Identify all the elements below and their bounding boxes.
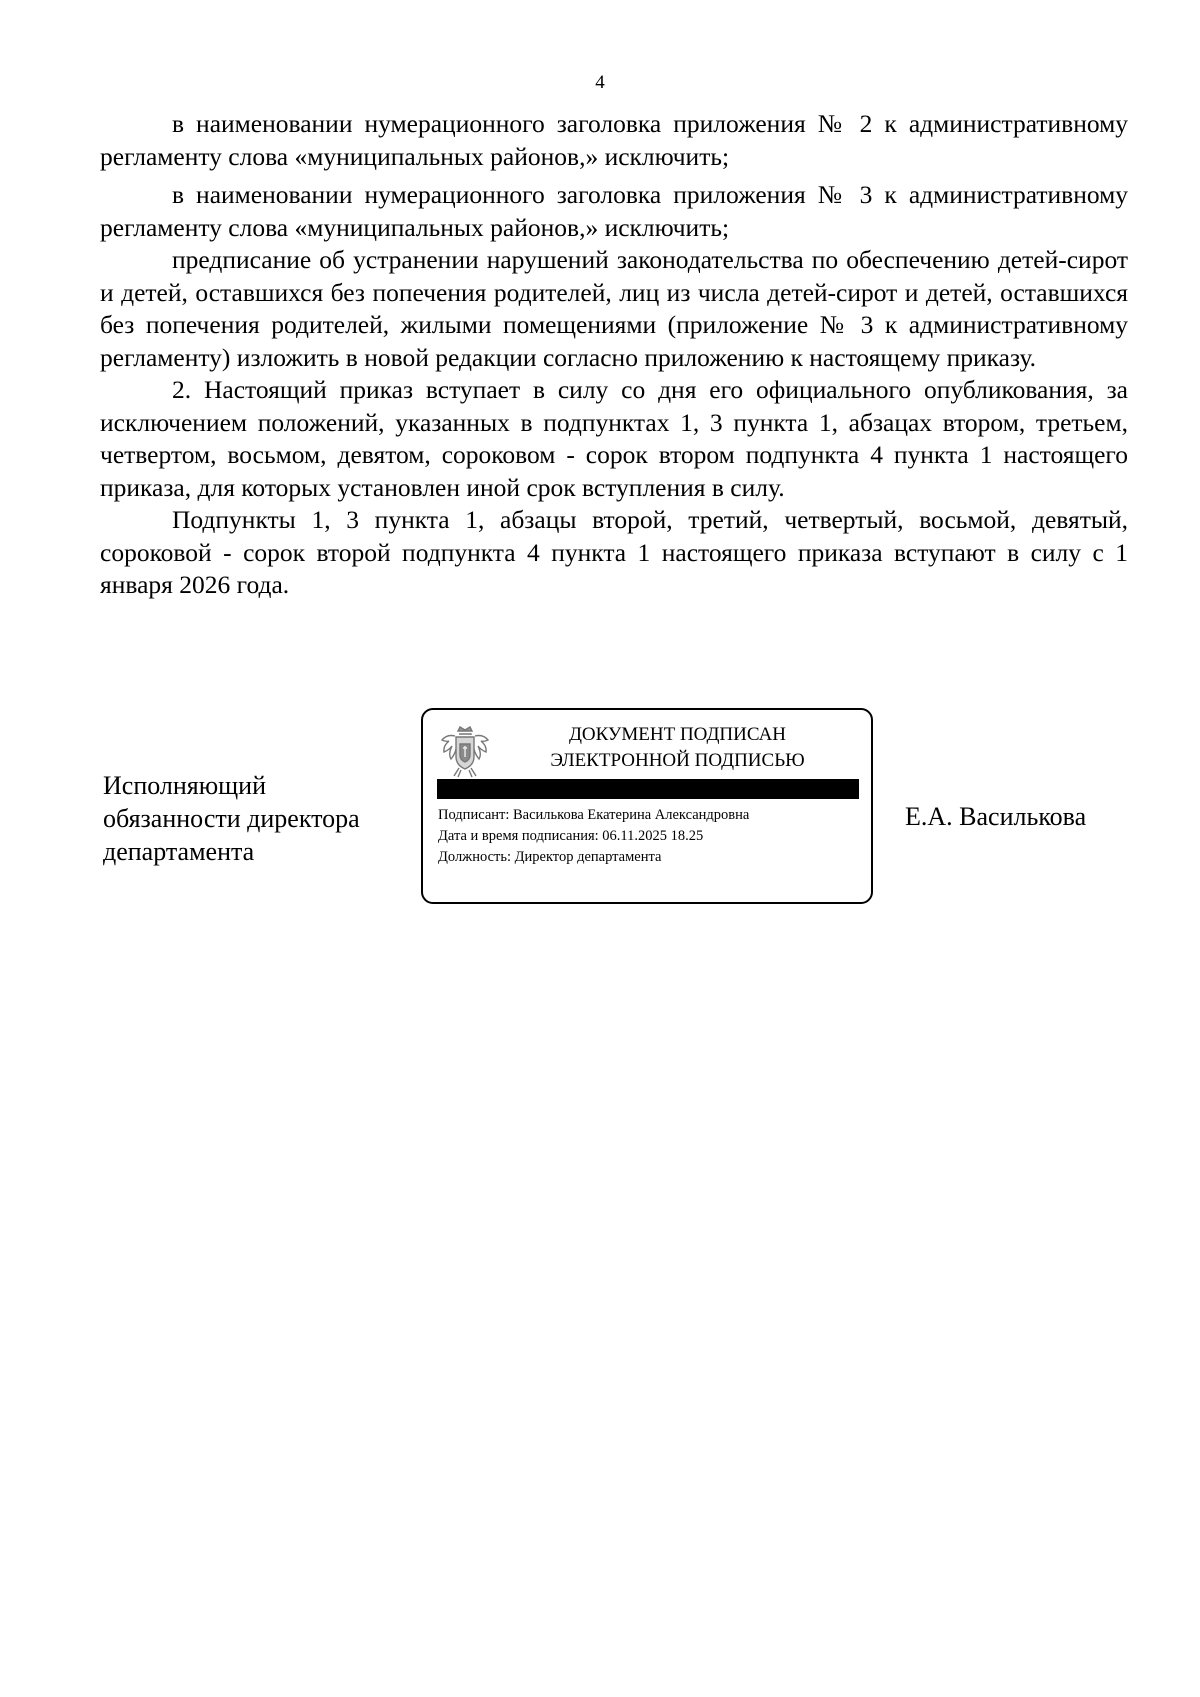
- certificate-redaction-bar: [437, 779, 859, 799]
- stamp-datetime: Дата и время подписания: 06.11.2025 18.25: [438, 828, 704, 844]
- paragraph-effective-date: 2. Настоящий приказ вступает в силу со дня его официального опубликования, за исключением положений, указанных в подпунктах 1, 3 пункта 1, абзацах втором, третьем, четвертом, восьмом, девятом, сороковом - сорок втором подпункта 4 пункта 1 настоящего приказа, для которых установлен иной срок вступления в силу.: [100, 375, 1128, 502]
- stamp-heading-line: ЭЛЕКТРОННОЙ ПОДПИСЬЮ: [550, 750, 805, 771]
- signer-position: [103, 769, 403, 868]
- stamp-position: Должность: Директор департамента: [438, 849, 662, 865]
- paragraph-order-form: предписание об устранении нарушений законодательства по обеспечению детей-сирот и детей, оставшихся без попечения родителей, лиц из числа детей-сирот и детей, оставшихся без попечения родителей, жилыми помещениями (приложение № 3 к административному регламенту) изложить в новой редакции согласно приложению к настоящему приказу.: [100, 245, 1128, 372]
- paragraph-appendix-3: в наименовании нумерационного заголовка приложения № 3 к административному регламенту слова «муниципальных районов,» исключить;: [100, 180, 1128, 242]
- paragraph-appendix-2: в наименовании нумерационного заголовка приложения № 2 к административному регламенту слова «муниципальных районов,» исключить;: [100, 109, 1128, 171]
- paragraph-exceptions: Подпункты 1, 3 пункта 1, абзацы второй, третий, четвертый, восьмой, девятый, сороковой - сорок второй подпункта 4 пункта 1 настоящего приказа вступают в силу с 1 января 2026 года.: [100, 505, 1128, 599]
- stamp-heading-line: ДОКУМЕНТ ПОДПИСАН: [568, 724, 787, 745]
- signer-position-line: Исполняющий: [103, 771, 267, 800]
- page-number: 4: [595, 72, 605, 93]
- stamp-details: [438, 805, 858, 868]
- stamp-heading: [505, 722, 850, 774]
- electronic-signature-stamp: [421, 708, 873, 904]
- signer-position-line: обязанности директора: [103, 804, 360, 833]
- signer-name: Е.А. Василькова: [905, 802, 1087, 831]
- document-body: [100, 108, 1128, 602]
- signer-position-line: департамента: [103, 837, 255, 866]
- coat-of-arms-icon: [437, 724, 493, 780]
- stamp-signer: Подписант: Василькова Екатерина Александровна: [438, 807, 750, 823]
